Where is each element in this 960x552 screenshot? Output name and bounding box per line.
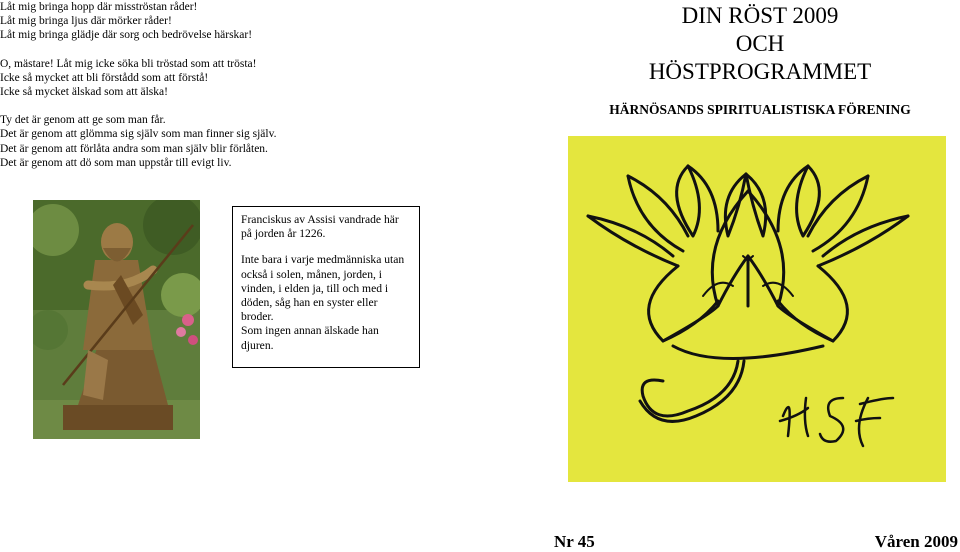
poem-line: Låt mig bringa ljus där mörker råder! — [0, 15, 172, 28]
caption-text: Inte bara i varje medmänniska utan också i solen, månen, jorden, i vinden, i elden ja, till och med i döden, såg han en syster eller broder. — [241, 253, 405, 324]
poem-line: O, mästare! Låt mig icke söka bli tröstad som att trösta! — [0, 57, 257, 70]
association-name: HÄRNÖSANDS SPIRITUALISTISKA FÖRENING — [609, 102, 911, 117]
francis-caption — [232, 206, 420, 368]
poem-stanza-2 — [0, 57, 470, 100]
title-line: OCH — [735, 31, 785, 56]
poem-line: Låt mig bringa hopp där misströstan råder! — [0, 1, 198, 13]
poem-stanza-3 — [0, 113, 470, 170]
poem-line: Det är genom att dö som man uppstår till evigt liv. — [0, 156, 232, 169]
poem-line: Icke så mycket älskad som att älska! — [0, 86, 168, 99]
caption-paragraph: Franciskus av Assisi vandrade här på jorden år 1226. — [241, 213, 399, 241]
francis-statue-photo — [33, 200, 200, 439]
poem-line: Ty det är genom att ge som man får. — [0, 114, 166, 127]
poem-line: Icke så mycket att bli förstådd som att förstå! — [0, 71, 209, 84]
poem-line: Låt mig bringa glädje där sorg och bedrövelse härskar! — [0, 29, 253, 42]
poem-line: Det är genom att förlåta andra som man själv blir förlåten. — [0, 142, 268, 155]
prayer-poem — [0, 0, 470, 184]
publication-title — [560, 2, 960, 86]
caption-paragraph — [241, 253, 411, 352]
lotus-logo — [568, 136, 946, 482]
poem-stanza-1 — [0, 0, 470, 43]
issue-season: Våren 2009 — [874, 532, 958, 551]
issue-number: Nr 45 — [554, 532, 595, 551]
poem-line: Det är genom att glömma sig själv som man finner sig själv. — [0, 128, 277, 141]
caption-text: Som ingen annan älskade han djuren. — [241, 324, 379, 352]
title-line: HÖSTPROGRAMMET — [648, 59, 872, 84]
title-line: DIN RÖST 2009 — [681, 3, 839, 28]
